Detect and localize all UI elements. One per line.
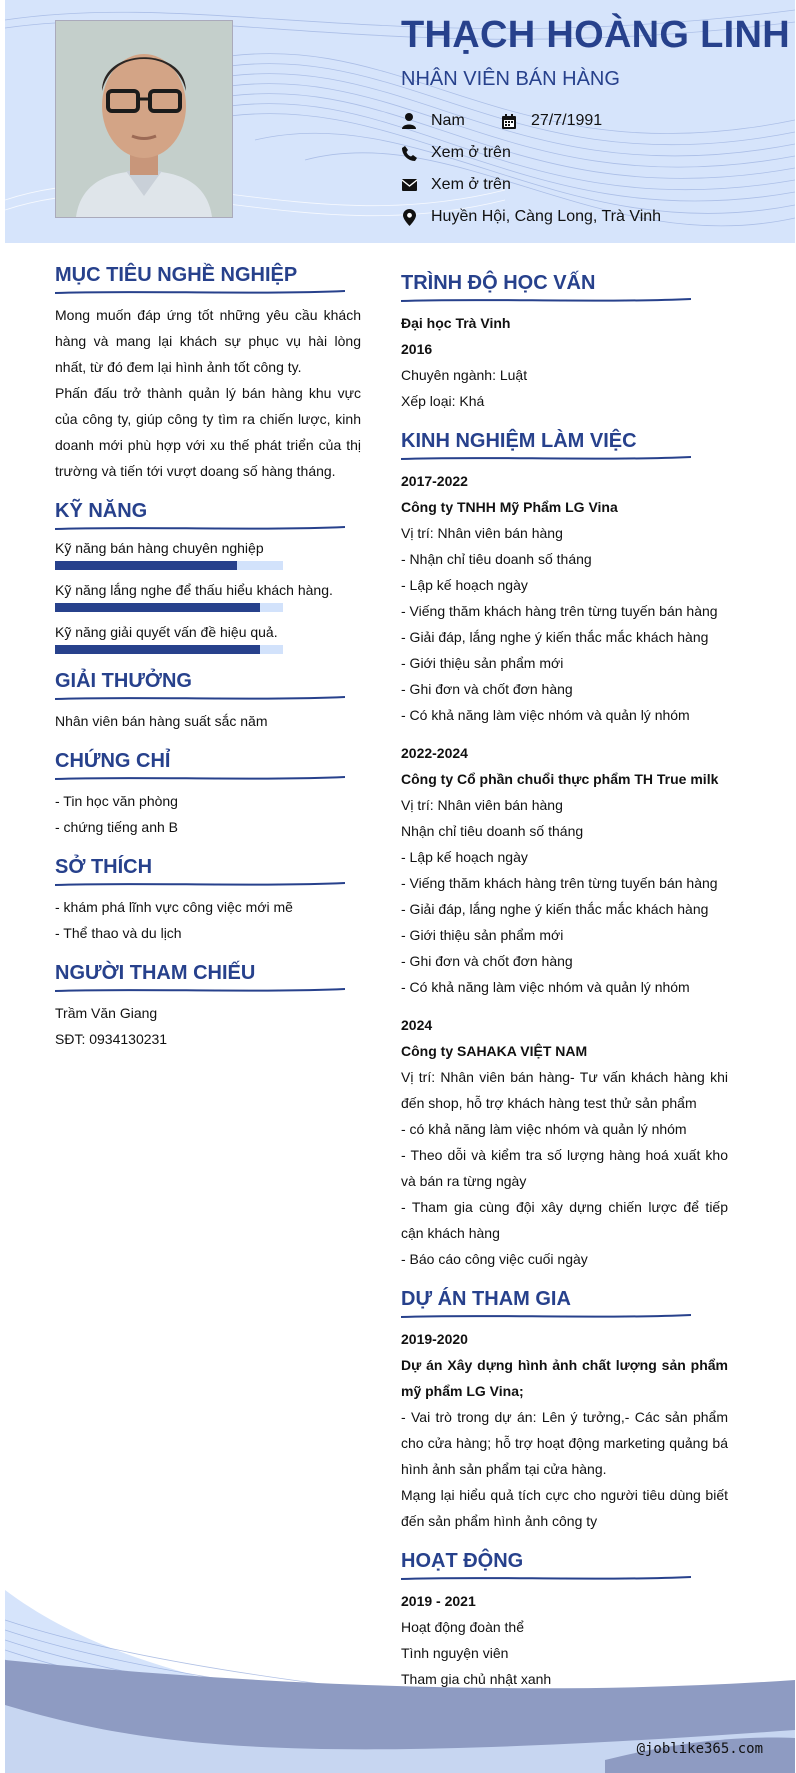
candidate-name: THẠCH HOÀNG LINH [401,14,790,56]
references-title: NGƯỜI THAM CHIẾU [55,962,256,984]
right-column [401,270,728,1732]
certificates-section [55,748,361,840]
skill-item [55,622,361,654]
job-duty: - Lập kế hoạch ngày [401,577,528,593]
job-list [401,468,728,1272]
job-company: Công ty Cổ phần chuổi thực phẩm TH True milk [401,771,719,787]
dob-value: 27/7/1991 [531,112,603,129]
skill-bar [55,561,283,570]
skill-label: Kỹ năng giải quyết vấn đề hiệu quả. [55,624,278,640]
objective-text-1: Mong muốn đáp ứng tốt những yêu cầu khách hàng và mang lại khách sự phục vụ hài lòng nhất, từ đó đem lại hình ảnh tốt công ty. [55,307,361,375]
skill-bar [55,603,283,612]
job-period: 2017-2022 [401,473,468,489]
section-underline [401,296,691,304]
envelope-icon [401,177,417,193]
awards-section [55,668,361,734]
job-duty: - Báo cáo công việc cuối ngày [401,1251,588,1267]
section-underline [401,454,691,462]
job-duty: - Theo dỗi và kiểm tra số lượng hàng hoá xuất kho và bán ra từng ngày [401,1147,728,1189]
job-duty: - Giải đáp, lắng nghe ý kiến thắc mắc khách hàng [401,901,709,917]
job-duty: - Có khả năng làm việc nhóm và quản lý nhóm [401,979,690,995]
map-pin-icon [401,209,417,225]
job-duty: - Giải đáp, lắng nghe ý kiến thắc mắc khách hàng [401,629,709,645]
certificates-title: CHỨNG CHỈ [55,750,171,772]
job-duty: - Lập kế hoạch ngày [401,849,528,865]
job-duty: Vị trí: Nhân viên bán hàng [401,525,563,541]
job-duty: Vị trí: Nhân viên bán hàng [401,797,563,813]
job-duty: - Viếng thăm khách hàng trên từng tuyến bán hàng [401,603,718,619]
section-underline [55,774,345,782]
email-row [401,176,511,194]
job-entry [401,1012,728,1272]
skill-bar [55,645,283,654]
references-section [55,960,361,1052]
hobby-item: - khám phá lĩnh vực công việc mới mẽ [55,899,293,915]
job-duty: - Ghi đơn và chốt đơn hàng [401,681,573,697]
award-item: Nhân viên bán hàng suất sắc năm [55,713,268,729]
skill-item [55,538,361,570]
education-year: 2016 [401,341,433,357]
section-underline [55,524,345,532]
skill-label: Kỹ năng lắng nghe để thấu hiểu khách hàng. [55,582,333,598]
project-period: 2019-2020 [401,1331,468,1347]
left-column [55,262,361,1066]
job-duty: Nhận chỉ tiêu doanh số tháng [401,823,584,839]
job-duty: - Viếng thăm khách hàng trên từng tuyến bán hàng [401,875,718,891]
projects-title: DỰ ÁN THAM GIA [401,1288,571,1310]
education-grade: Xếp loại: Khá [401,393,485,409]
project-line: Mạng lại hiểu quả tích cực cho người tiêu dùng biết đến sản phẩm hình ảnh công ty [401,1487,728,1529]
job-duty: - Giới thiệu sản phẩm mới [401,655,564,671]
phone-value: Xem ở trên [431,144,511,161]
job-duty: - có khả năng làm việc nhóm và quản lý nhóm [401,1121,687,1137]
projects-section [401,1286,728,1534]
candidate-position: NHÂN VIÊN BÁN HÀNG [401,68,620,90]
skill-item [55,580,361,612]
hobby-item: - Thể thao và du lịch [55,925,182,941]
job-duty: - Giới thiệu sản phẩm mới [401,927,564,943]
job-duty: - Ghi đơn và chốt đơn hàng [401,953,573,969]
objective-section [55,262,361,484]
email-value: Xem ở trên [431,176,511,193]
address-row [401,208,661,226]
calendar-icon [501,113,517,129]
awards-title: GIẢI THƯỞNG [55,670,192,692]
project-line: - Vai trò trong dự án: Lên ý tưởng,- Các sản phẩm cho cửa hàng; hỗ trợ hoạt động marketing quảng bá hình ảnh sản phẩm tại cửa hàng. [401,1409,728,1477]
activity-item: Tình nguyện viên [401,1645,509,1661]
certificate-item: - chứng tiếng anh B [55,819,179,835]
job-duty: - Tham gia cùng đội xây dựng chiến lược để tiếp cận khách hàng [401,1199,728,1241]
section-underline [55,694,345,702]
gender-value: Nam [431,112,465,129]
job-duty: - Có khả năng làm việc nhóm và quản lý nhóm [401,707,690,723]
objective-text-2: Phấn đấu trở thành quản lý bán hàng khu vực của công ty, giúp công ty tìm ra chiến lược, kinh doanh mới phù hợp với xu thế phát triển của thị trường và tiến tới vượt doang số hàng tháng. [55,385,361,479]
gender-row [401,112,465,130]
reference-phone: SĐT: 0934130231 [55,1031,168,1047]
reference-name: Trầm Văn Giang [55,1005,158,1021]
certificate-item: - Tin học văn phòng [55,793,178,809]
education-school: Đại học Trà Vinh [401,315,511,331]
experience-section [401,428,728,1272]
job-company: Công ty SAHAKA VIỆT NAM [401,1043,588,1059]
hobbies-title: SỞ THÍCH [55,856,153,878]
hobbies-section [55,854,361,946]
activity-item: Hoạt động đoàn thể [401,1619,524,1635]
activity-item: Tham gia chủ nhật xanh [401,1671,552,1687]
experience-title: KINH NGHIỆM LÀM VIỆC [401,430,637,452]
job-period: 2024 [401,1017,433,1033]
section-underline [55,288,345,296]
profile-photo [55,20,233,218]
phone-row [401,144,511,162]
education-major: Chuyên ngành: Luật [401,367,528,383]
objective-title: MỤC TIÊU NGHỀ NGHIỆP [55,264,298,286]
watermark: @joblike365.com [636,1741,763,1757]
education-title: TRÌNH ĐỘ HỌC VẤN [401,272,596,294]
job-entry [401,740,728,1000]
skill-bar-fill [55,603,260,612]
activities-title: HOẠT ĐỘNG [401,1550,524,1572]
skills-title: KỸ NĂNG [55,500,148,522]
skill-bar-fill [55,561,237,570]
activity-period: 2019 - 2021 [401,1593,476,1609]
job-duty: Vị trí: Nhân viên bán hàng- Tư vấn khách hàng khi đến shop, hỗ trợ khách hàng test thử sản phẩm [401,1069,728,1111]
skill-label: Kỹ năng bán hàng chuyên nghiệp [55,540,264,556]
cv-page [5,0,795,1773]
section-underline [55,986,345,994]
job-duty: - Nhận chỉ tiêu doanh số tháng [401,551,592,567]
education-section [401,270,728,414]
section-underline [55,880,345,888]
project-name: Dự án Xây dựng hình ảnh chất lượng sản phẩm mỹ phẩm LG Vina; [401,1357,728,1399]
dob-row [501,112,602,130]
phone-icon [401,145,417,161]
job-period: 2022-2024 [401,745,468,761]
skill-bar-fill [55,645,260,654]
user-icon [401,113,417,129]
job-company: Công ty TNHH Mỹ Phẩm LG Vina [401,499,618,515]
address-value: Huyền Hội, Càng Long, Trà Vinh [431,208,662,225]
skills-section [55,498,361,654]
section-underline [401,1312,691,1320]
job-entry [401,468,728,728]
